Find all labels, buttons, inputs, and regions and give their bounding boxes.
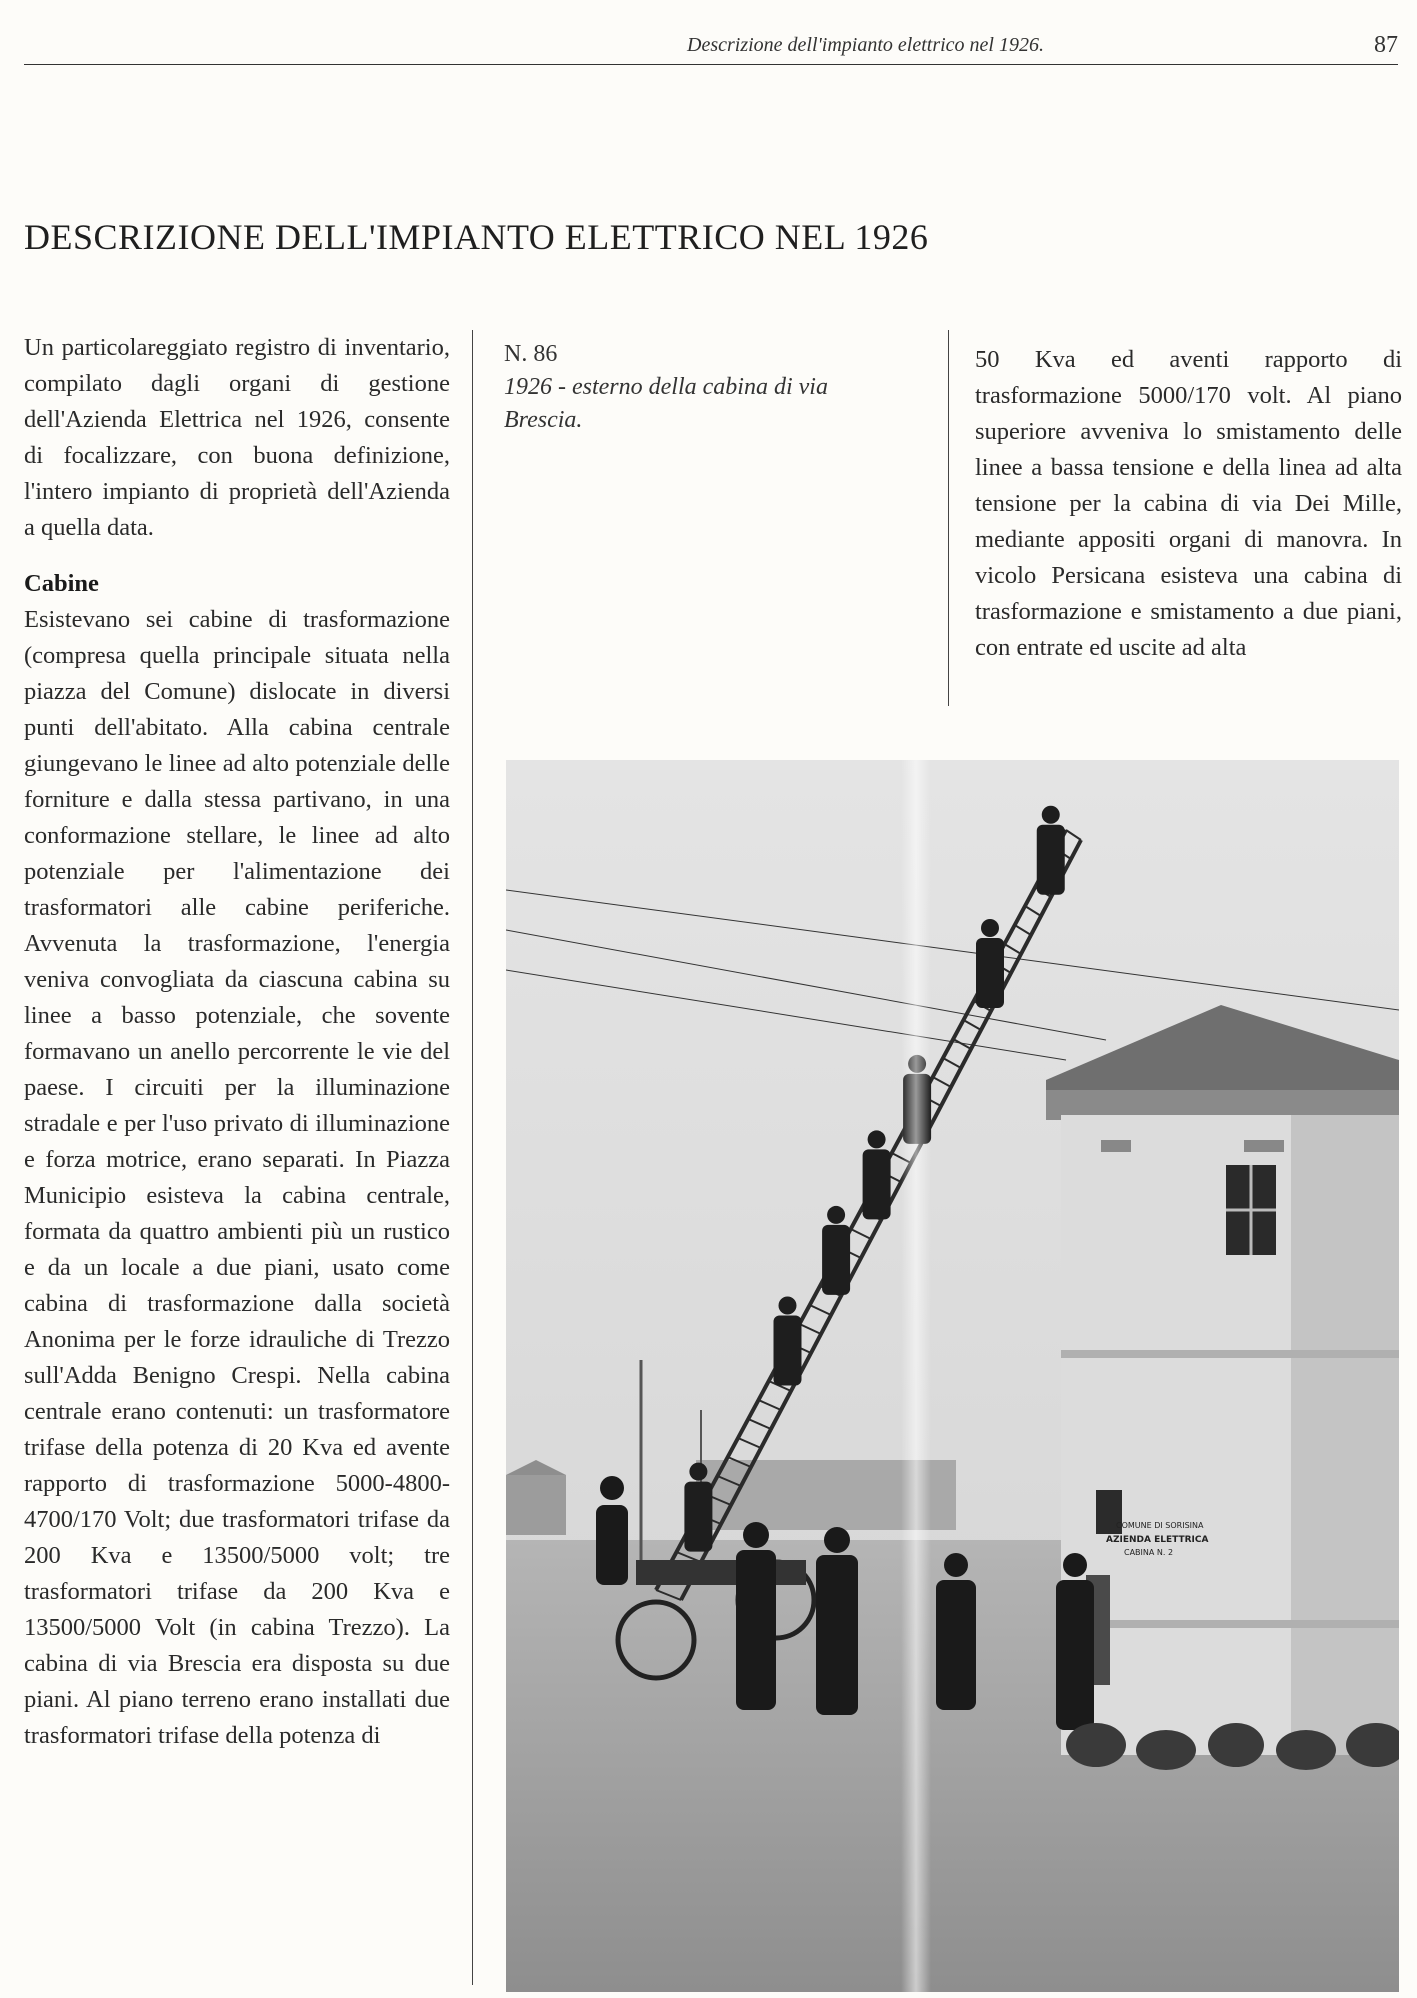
running-head xyxy=(24,34,1398,65)
transformer-tower xyxy=(1046,1005,1399,1755)
caption-number: N. 86 xyxy=(504,341,558,367)
left-column xyxy=(24,330,450,1754)
section-heading-cabine: Cabine xyxy=(24,570,99,597)
right-column-paragraph: 50 Kva ed aventi rapporto di trasformazione 5000/170 volt. Al piano superiore avveniva lo smistamento delle linee a bassa tensione e della linea ad alta tensione per la cabina di via Dei Mille, mediante appositi organi di manovra. In vicolo Persicana esisteva una cabina di trasformazione e smistamento a due piani, con entrate ed uscite ad alta xyxy=(975,346,1402,661)
sign-line-3: CABINA N. 2 xyxy=(1124,1548,1174,1557)
column-divider-1 xyxy=(472,330,473,1985)
photo-illustration xyxy=(506,760,1399,1992)
cabine-paragraph: Esistevano sei cabine di trasformazione (compresa quella principale situata nella piazza del Comune) dislocate in diversi punti dell'abitato. Alla cabina centrale giungevano le linee ad alto potenziale delle forniture e dalla stessa partivano, in una conformazione stellare, le linee ad alto potenziale per l'alimentazione dei trasformatori alle cabine periferiche. Avvenuta la trasformazione, l'energia veniva convogliata da ciascuna cabina su linee a basso potenziale, che sovente formavano un anello percorrente le vie del paese. I circuiti per la illuminazione stradale e per l'uso privato di illuminazione e forza motrice, erano separati. In Piazza Municipio esisteva la cabina centrale, formata da quattro ambienti più un rustico e da un locale a due piani, usato come cabina di trasformazione dalla società Anonima per le forze idrauliche di Trezzo sull'Adda Benigno Crespi. Nella cabina centrale erano contenuti: un trasformatore trifase della potenza di 20 Kva ed avente rapporto di trasformazione 5000-4800-4700/170 Volt; due trasformatori trifase da 200 Kva e 13500/5000 volt; tre trasformatori trifase da 200 Kva e 13500/5000 Volt (in cabina Trezzo). La cabina di via Brescia era disposta su due piani. Al piano terreno erano installati due trasformatori trifase della potenza di xyxy=(24,606,450,1749)
right-column xyxy=(975,342,1402,666)
column-divider-2 xyxy=(948,330,949,706)
page-title: DESCRIZIONE DELL'IMPIANTO ELETTRICO NEL 1926 xyxy=(24,217,929,257)
caption-text: 1926 - esterno della cabina di via Brescia. xyxy=(504,374,828,433)
sign-line-1: COMUNE DI SORISINA xyxy=(1116,1521,1204,1530)
historic-photo xyxy=(506,760,1399,1992)
sign-line-2: AZIENDA ELETTRICA xyxy=(1106,1535,1209,1545)
photo-caption xyxy=(504,338,844,437)
page-number: 87 xyxy=(1374,32,1398,58)
running-head-title: Descrizione dell'impianto elettrico nel 1926. xyxy=(687,34,1044,56)
intro-paragraph: Un particolareggiato registro di inventario, compilato dagli organi di gestione dell'Azienda Elettrica nel 1926, consente di focalizzare, con buona definizione, l'intero impianto di proprietà dell'Azienda a quella data. xyxy=(24,334,450,541)
